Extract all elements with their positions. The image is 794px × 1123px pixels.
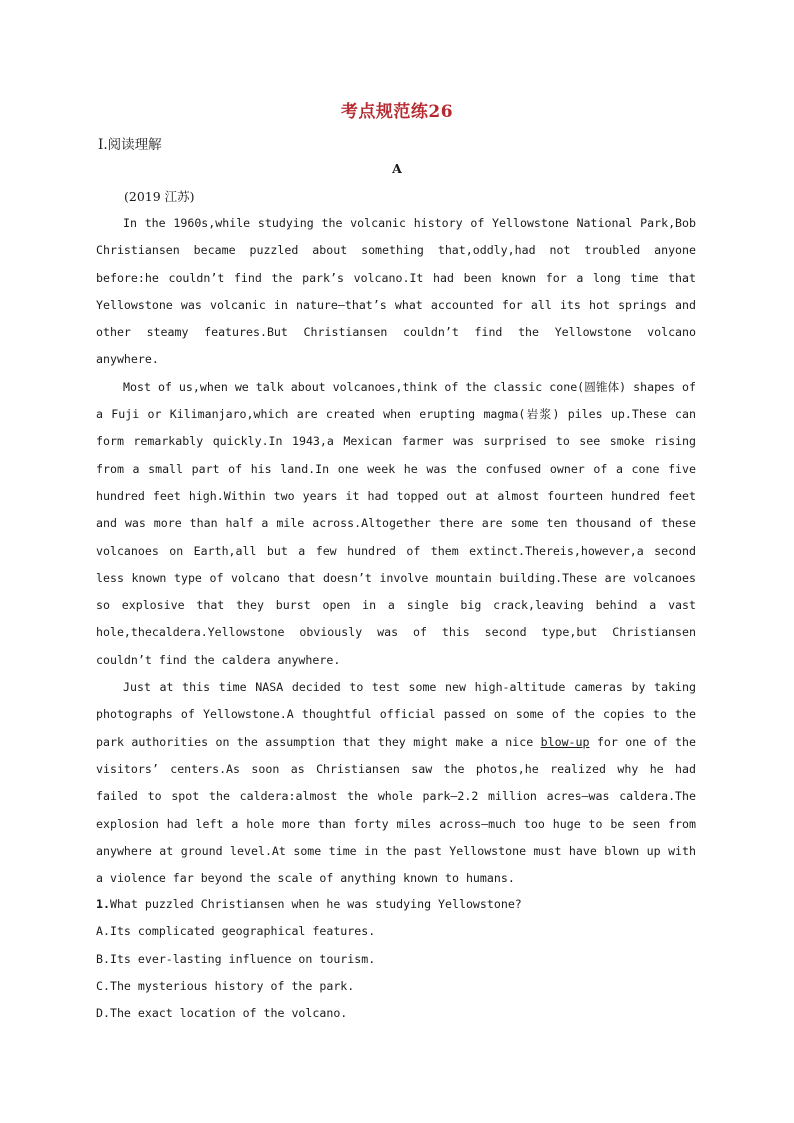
section-heading: Ⅰ.阅读理解 <box>98 137 162 153</box>
passage-label: A <box>392 161 402 176</box>
question-stem <box>96 891 696 918</box>
passage-body <box>96 210 696 892</box>
question-block <box>96 891 696 1027</box>
question-text: What puzzled Christiansen when he was studying Yellowstone? <box>109 897 522 911</box>
paragraph-1: In the 1960s,while studying the volcanic history of Yellowstone National Park,Bob Christiansen became puzzled about something that,oddly,had not troubled anyone before:he couldn’t find the park’s volcano.It had been known for a long time that Yellowstone was volcanic in nature—that’s what accounted for all its hot springs and other steamy features.But Christiansen couldn’t find the Yellowstone volcano anywhere. <box>96 216 696 367</box>
option-c[interactable]: C.The mysterious history of the park. <box>96 978 355 993</box>
paragraph-3-part-1: Just at this time NASA decided to test some new high-altitude cameras by taking photographs of Yellowstone.A thoughtful official passed on some of the copies to the park authorities on the assumption that they might make a nice <box>96 680 696 749</box>
paragraph-3-part-2: for one of the visitors’ centers.As soon as Christiansen saw the photos,he realized why he had failed to spot the caldera:almost the whole park—2.2 million acres—was caldera.The explosion had left a hole more than forty miles across—much too huge to be seen from anywhere at ground level.At some time in the past Yellowstone must have blown up with a violence far beyond the scale of anything known to humans. <box>96 734 696 886</box>
option-d[interactable]: D.The exact location of the volcano. <box>96 1006 348 1021</box>
option-b[interactable]: B.Its ever-lasting influence on tourism. <box>96 951 376 966</box>
paragraph-3 <box>96 674 696 892</box>
option-a[interactable]: A.Its complicated geographical features. <box>96 924 376 939</box>
question-number: 1. <box>96 897 110 911</box>
underlined-term: blow-up <box>540 734 590 749</box>
source-note: (2019 江苏) <box>124 189 195 204</box>
page-title: 考点规范练26 <box>340 102 454 122</box>
paragraph-2: Most of us,when we talk about volcanoes,think of the classic cone(圆锥体) shapes of a Fuji or Kilimanjaro,which are created when erupting magma(岩浆) piles up.These can form remarkably quickly.In 1943,a Mexican farmer was surprised to see smoke rising from a small part of his land.In one week he was the confused owner of a cone five hundred feet high.Within two years it had topped out at almost fourteen hundred feet and was more than half a mile across.Altogether there are some ten thousand of these volcanoes on Earth,all but a few hundred of them extinct.Thereis,however,a second less known type of volcano that doesn’t involve mountain building.These are volcanoes so explosive that they burst open in a single big crack,leaving behind a vast hole,thecaldera.Yellowstone obviously was of this second type,but Christiansen couldn’t find the caldera anywhere. <box>96 379 696 667</box>
